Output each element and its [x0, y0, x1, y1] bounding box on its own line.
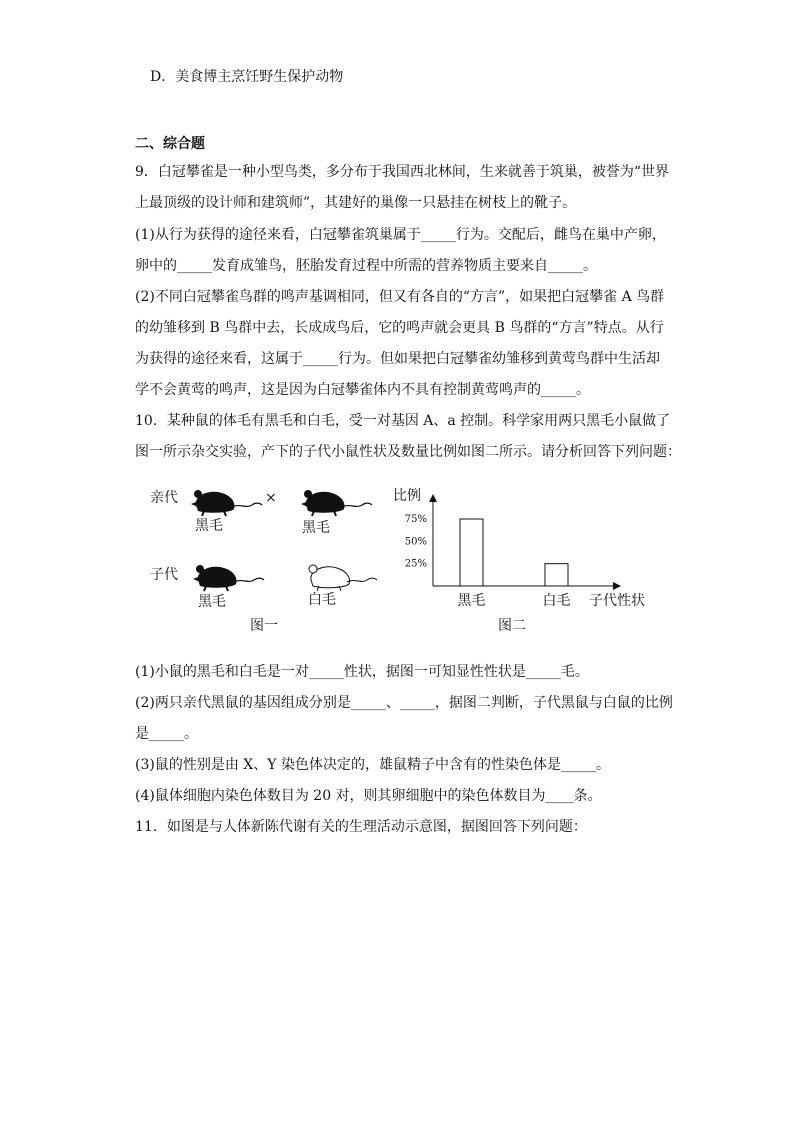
q10-line1: 10．某种鼠的体毛有黑毛和白毛，受一对基因 A、a 控制。科学家用两只黑毛小鼠做了: [135, 413, 671, 429]
q11-line1: 11．如图是与人体新陈代谢有关的生理活动示意图，据图回答下列问题：: [135, 819, 587, 835]
y-tick-label: 25%: [404, 558, 427, 570]
q10-p3: (3)鼠的性别是由 X、Y 染色体决定的，雄鼠精子中含有的性染色体是_____。: [135, 757, 610, 773]
figure-1-caption: 图一: [250, 618, 278, 634]
x-axis-arrow: [613, 582, 621, 590]
q9-line2: 上最顶级的设计师和建筑师”，其建好的巢像一只悬挂在树枝上的靴子。: [135, 195, 577, 211]
q9-p2-line4: 学不会黄莺的鸣声，这是因为白冠攀雀体内不具有控制黄莺鸣声的_____。: [135, 382, 590, 398]
q10-line2: 图一所示杂交实验，产下的子代小鼠性状及数量比例如图二所示。请分析回答下列问题：: [135, 444, 681, 460]
q9-p2-line2: 的幼雏移到 B 鸟群中去，长成成鸟后，它的鸣声就会更具 B 鸟群的“方言”特点。从行: [135, 320, 664, 336]
section-title: 二、综合题: [135, 136, 205, 152]
q9-p1-line2: 卵中的_____发育成雏鸟，胚胎发育过程中所需的营养物质主要来自_____。: [135, 258, 597, 274]
parent2-trait: 黑毛: [302, 520, 330, 536]
bar-white: [545, 564, 568, 586]
x-tick-label: 黑毛: [457, 593, 486, 609]
option-d: D．美食博主烹饪野生保护动物: [150, 69, 344, 85]
offspring1-trait: 黑毛: [198, 594, 226, 610]
q10-p4: (4)鼠体细胞内染色体数目为 20 对，则其卵细胞中的染色体数目为____条。: [135, 788, 602, 804]
white-mouse-icon: [303, 560, 378, 594]
figure-2-caption: 图二: [498, 618, 526, 634]
y-axis-arrow: [429, 494, 437, 502]
y-tick-label: 75%: [404, 514, 427, 525]
q10-p2-line1: (2)两只亲代黑鼠的基因组成分别是_____、_____，据图二判断，子代黑鼠与白鼠的比例: [135, 695, 673, 711]
q9-p2-line3: 为获得的途径来看，这属于_____行为。但如果把白冠攀雀幼雏移到黄莺鸟群中生活却: [135, 351, 660, 367]
black-mouse-icon: [188, 485, 263, 519]
offspring2-trait: 白毛: [308, 592, 336, 608]
x-axis-label: 子代性状: [589, 593, 645, 609]
black-mouse-icon: [298, 485, 373, 519]
parent1-trait: 黑毛: [195, 518, 223, 534]
y-tick-label: 50%: [404, 536, 427, 548]
offspring-generation-label: 子代: [150, 567, 178, 583]
y-axis-label: 比例: [393, 488, 421, 504]
q10-p2-line2: 是_____。: [135, 726, 198, 742]
parent-generation-label: 亲代: [150, 490, 178, 506]
bar-black: [460, 519, 483, 586]
q9-p2-line1: (2)不同白冠攀雀鸟群的鸣声基调相同，但又有各自的“方言”，如果把白冠攀雀 A 鸟群: [135, 289, 665, 305]
q9-line1: 9．白冠攀雀是一种小型鸟类，多分布于我国西北林间，生来就善于筑巢，被誉为“世界: [135, 164, 670, 180]
figure-2-bar-chart: [385, 480, 665, 635]
black-mouse-icon: [190, 560, 265, 594]
q9-p1-line1: (1)从行为获得的途径来看，白冠攀雀筑巢属于_____行为。交配后，雌鸟在巢中产卵，: [135, 227, 666, 243]
cross-symbol: ×: [265, 490, 277, 506]
q10-p1: (1)小鼠的黑毛和白毛是一对_____性状，据图一可知显性性状是_____毛。: [135, 664, 589, 680]
x-tick-label: 白毛: [542, 593, 571, 609]
